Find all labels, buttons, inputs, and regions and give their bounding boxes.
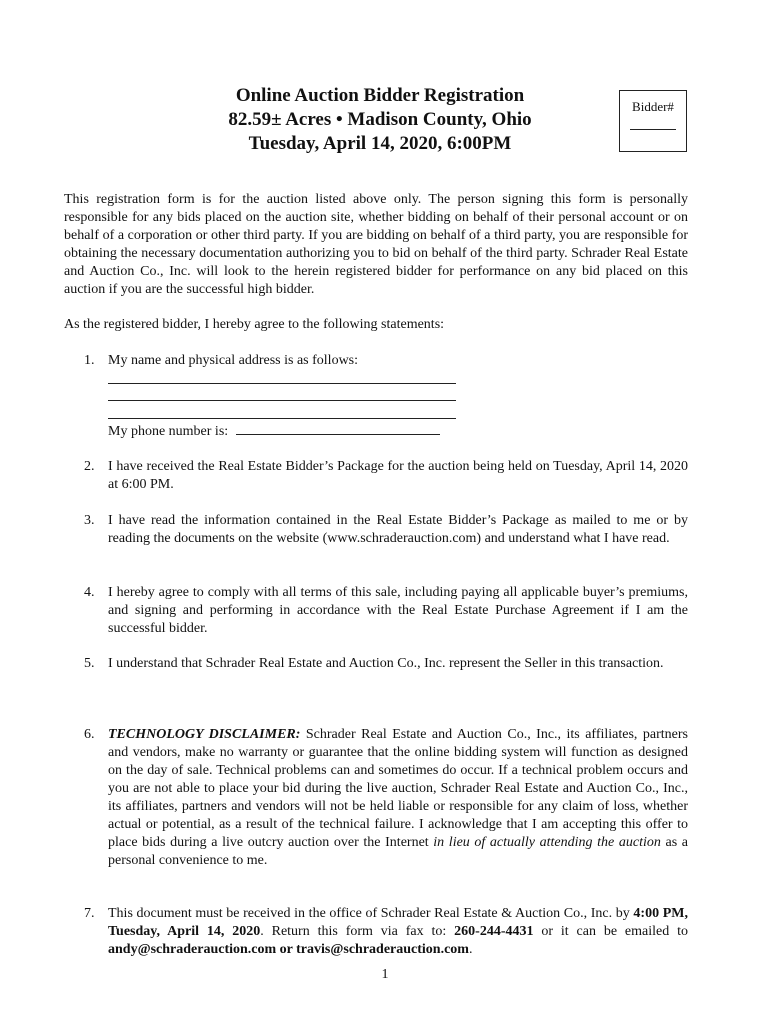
address-line-1[interactable] — [108, 383, 456, 384]
deadline: 4:00 PM, Tuesday, April 14, 2020 — [108, 906, 688, 939]
list-number: 2. — [84, 459, 95, 474]
disclaimer-italic: in lieu of actually attending the auction — [433, 835, 661, 850]
title-line-1: Online Auction Bidder Registration — [235, 85, 525, 106]
bidder-number-label: Bidder# — [632, 99, 674, 114]
phone-number-blank[interactable] — [236, 422, 440, 435]
phone-row — [108, 422, 440, 441]
technology-disclaimer — [108, 726, 688, 870]
disclaimer-heading: TECHNOLOGY DISCLAIMER: — [108, 727, 301, 742]
list-number: 4. — [84, 585, 95, 600]
list-number: 7. — [84, 906, 95, 921]
fax-number: 260-244-4431 — [454, 924, 534, 939]
agreement-statement: As the registered bidder, I hereby agree to the following statements: — [64, 317, 445, 332]
instructions-text: This document must be received in the office of Schrader Real Estate & Auction Co., Inc. by — [108, 906, 634, 921]
document-title — [160, 84, 600, 156]
list-number: 6. — [84, 727, 95, 742]
disclaimer-body: Schrader Real Estate and Auction Co., Inc., its affiliates, partners and vendors, make no warranty or guarantee that the online bidding system will function as designed on the day of sale. Technical problems can and sometimes do occur. If a technical problem occurs and you are not able to place your bid during the live auction, Schrader Real Estate and Auction Co., Inc., its affiliates, partners and vendors will not be held liable or responsible for any claim of loss, whether actual or potential, as a result of the technical failure. I acknowledge that I am accepting this offer to place bids during a live outcry auction over the Internet — [108, 727, 688, 850]
instructions-text: . Return this form via fax to: — [260, 924, 455, 939]
address-line-3[interactable] — [108, 418, 456, 419]
title-line-2: 82.59± Acres • Madison County, Ohio — [228, 109, 532, 130]
address-line-2[interactable] — [108, 400, 456, 401]
list-number: 5. — [84, 656, 95, 671]
list-item-text: I hereby agree to comply with all terms of this sale, including paying all applicable buyer’s premiums, and signing and performing in accordance with the Real Estate Purchase Agreement if I am the successful bidder. — [108, 585, 688, 636]
phone-label: My phone number is: — [108, 424, 229, 439]
instructions-text: . — [468, 942, 473, 957]
instructions-text: or it can be emailed to — [533, 924, 688, 939]
title-line-3: Tuesday, April 14, 2020, 6:00PM — [248, 133, 512, 154]
page-number: 1 — [381, 967, 389, 982]
submission-instructions — [108, 905, 688, 959]
intro-paragraph: This registration form is for the auction listed above only. The person signing this form is personally responsible for any bids placed on the auction site, whether bidding on behalf of their personal account or on behalf of a corporation or other third party. If you are bidding on behalf of a third party, you are responsible for obtaining the necessary documentation authorizing you to bid on behalf of the third party. Schrader Real Estate and Auction Co., Inc. will look to the herein registered bidder for performance on any bid placed on this auction if you are the successful high bidder. — [64, 192, 688, 297]
email-addresses[interactable]: andy@schraderauction.com or travis@schraderauction.com — [108, 942, 469, 957]
list-item-text: I have read the information contained in the Real Estate Bidder’s Package as mailed to me or by reading the documents on the website (www.schraderauction.com) and understand what I have read. — [108, 513, 688, 546]
bidder-number-box — [619, 90, 687, 152]
bidder-number-blank[interactable] — [630, 129, 676, 130]
list-number: 1. — [84, 353, 95, 368]
list-item-text: I understand that Schrader Real Estate and Auction Co., Inc. represent the Seller in this transaction. — [108, 656, 664, 671]
list-item-text: I have received the Real Estate Bidder’s Package for the auction being held on Tuesday, April 14, 2020 at 6:00 PM. — [108, 459, 688, 492]
name-address-label: My name and physical address is as follows: — [108, 353, 359, 368]
disclaimer-end: as a personal convenience to me. — [108, 835, 688, 868]
list-number: 3. — [84, 513, 95, 528]
